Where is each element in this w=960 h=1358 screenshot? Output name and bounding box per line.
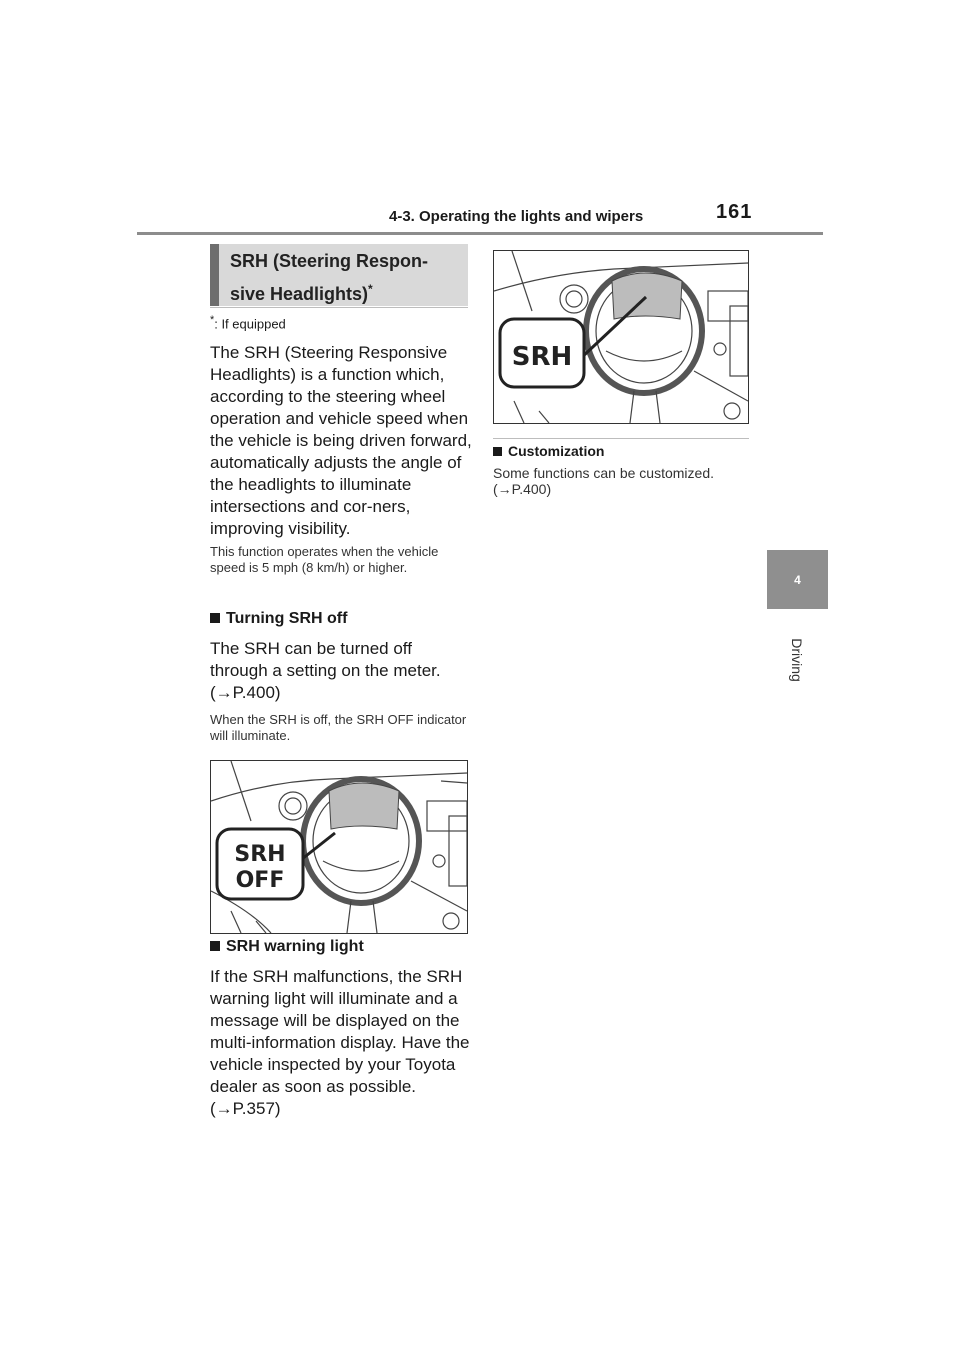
srh-title-mark: *	[368, 282, 373, 296]
turning-off-body: The SRH can be turned off through a setting on the meter. (→P.400)	[210, 639, 441, 702]
square-bullet-icon	[210, 613, 220, 623]
dashboard-drawing	[494, 251, 748, 423]
srh-section-title	[210, 244, 468, 306]
srh-off-indicator-line2: OFF	[235, 868, 285, 893]
square-bullet-icon	[493, 447, 502, 456]
title-underline	[210, 307, 468, 308]
srh-intro: The SRH (Steering Responsive Headlights) is a function which, according to the steering wheel operation and vehicle speed when the vehicle is being driven forward, automatically adjusts the angle of the headlights to illuminate intersections and cor-ners, improving visibility.	[210, 343, 472, 538]
footnote-text: : If equipped	[214, 316, 286, 332]
turning-off-heading: Turning SRH off	[210, 610, 347, 628]
srh-warning-illustration	[493, 250, 749, 424]
chapter-number: 4	[794, 572, 801, 587]
customization-body: Some functions can be customized. (→P.400)	[493, 465, 715, 497]
srh-title-line2: sive Headlights)	[230, 284, 369, 304]
turning-off-note: When the SRH is off, the SRH OFF indicator will illuminate.	[210, 712, 467, 743]
dashboard-drawing	[211, 761, 467, 933]
footnote-mark: *	[210, 314, 215, 326]
srh-warning-indicator-label: SRH	[511, 342, 573, 372]
page-number: 161	[716, 201, 753, 223]
customization-heading: Customization	[493, 443, 604, 459]
warning-light-body: If the SRH malfunctions, the SRH warning light will illuminate and a message will be displayed on the multi-information display. Have the vehicle inspected by your Toyota dealer as soon as possible. (→P.357)	[210, 967, 470, 1118]
srh-title-line1: SRH (Steering Respon-	[230, 251, 429, 271]
square-bullet-icon	[210, 941, 220, 951]
customization-divider	[493, 438, 749, 439]
header-divider	[137, 232, 823, 235]
srh-off-illustration	[210, 760, 468, 934]
chapter-tab[interactable]	[767, 550, 828, 609]
srh-speed-note: This function operates when the vehicle speed is 5 mph (8 km/h) or higher.	[210, 544, 439, 575]
chapter-name: Driving	[789, 638, 805, 682]
srh-off-indicator-line1: SRH	[234, 842, 286, 867]
footnote	[210, 314, 286, 331]
section-title: 4-3. Operating the lights and wipers	[389, 208, 644, 225]
warning-light-heading: SRH warning light	[210, 938, 364, 956]
